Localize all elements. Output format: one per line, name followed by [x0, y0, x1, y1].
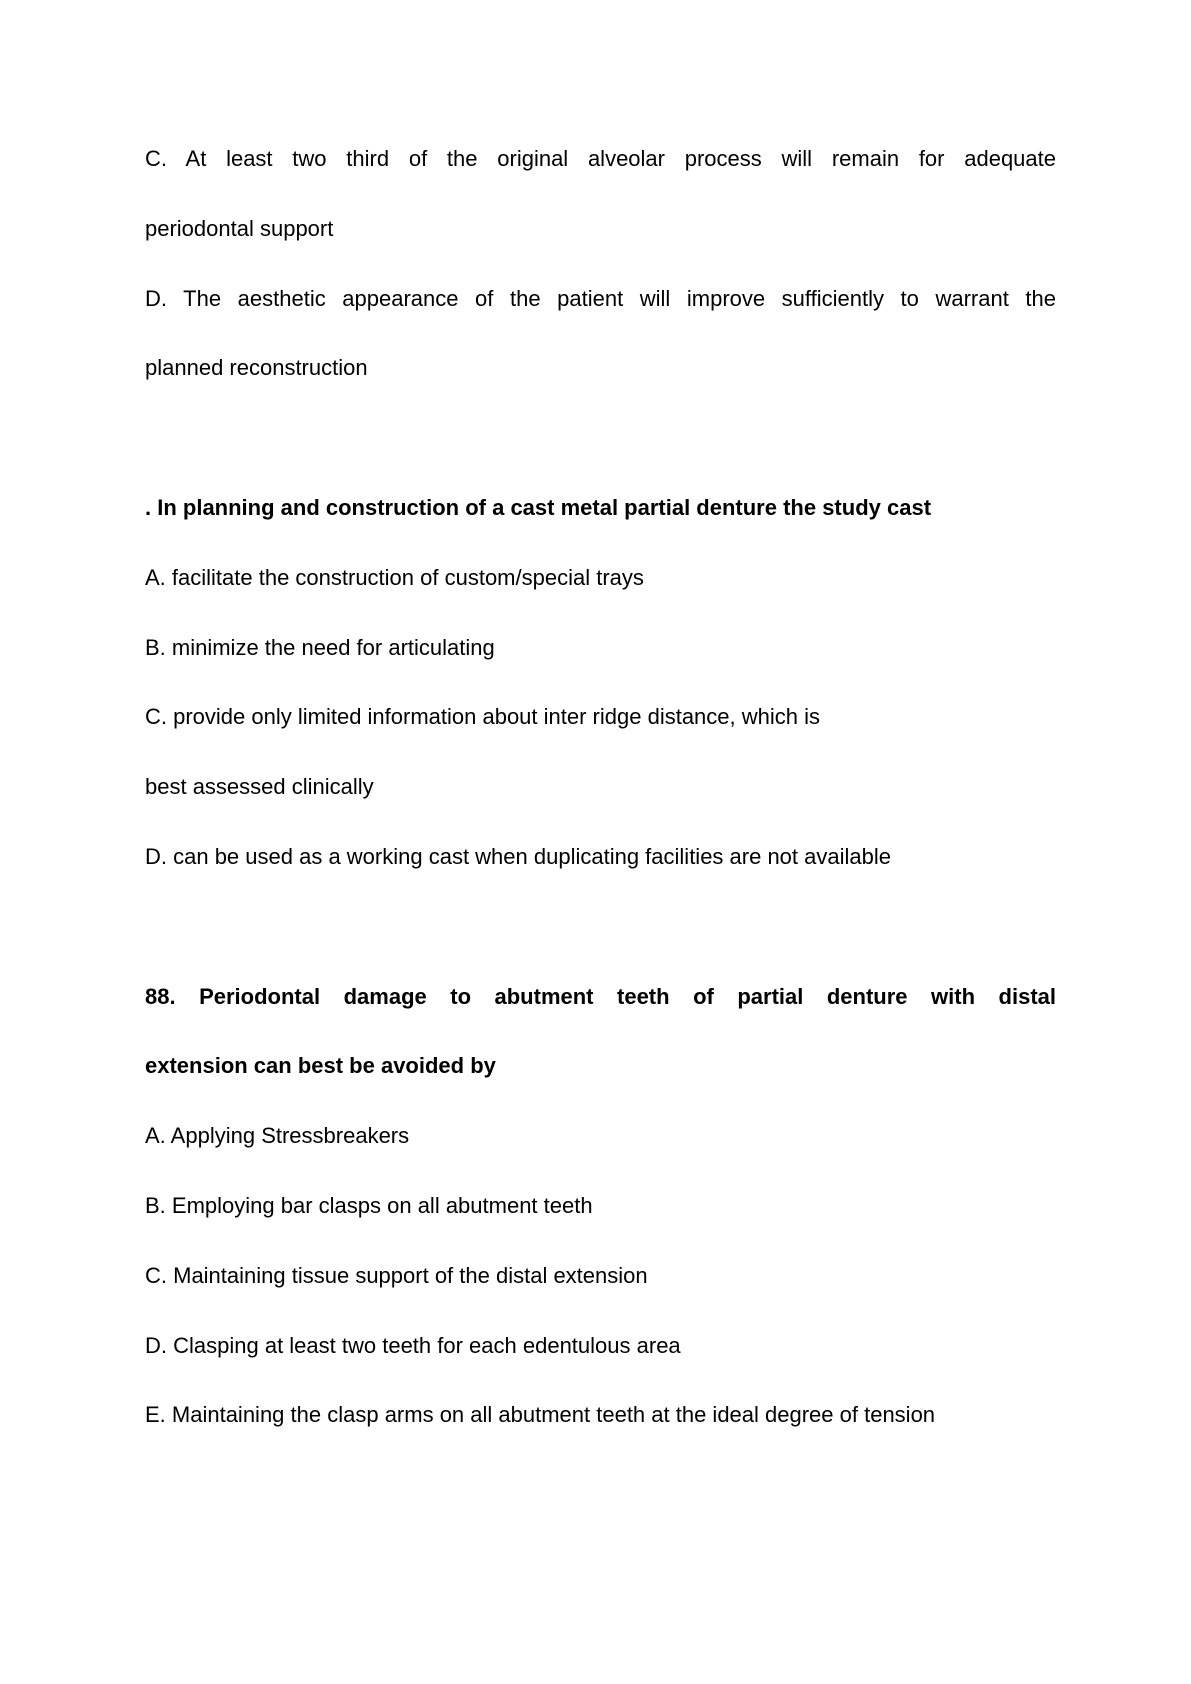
document-page [145, 124, 1056, 1450]
option-b: B. minimize the need for articulating [145, 634, 495, 660]
question-88-stem-line1: 88. Periodontal damage to abutment teeth of partial denture with distal [145, 983, 1056, 1009]
option-d-line2: planned reconstruction [145, 355, 368, 381]
option-a: A. Applying Stressbreakers [145, 1123, 410, 1149]
option-b: B. Employing bar clasps on all abutment teeth [145, 1192, 593, 1218]
option-a: A. facilitate the construction of custom/special trays [145, 564, 644, 590]
spacer [145, 403, 1056, 473]
option-c-line2: periodontal support [145, 215, 334, 241]
question-stem: . In planning and construction of a cast metal partial denture the study cast [145, 494, 932, 520]
option-c-line1: C. At least two third of the original alveolar process will remain for adequate [145, 146, 1056, 171]
option-d: D. Clasping at least two teeth for each edentulous area [145, 1332, 681, 1358]
option-c: C. Maintaining tissue support of the distal extension [145, 1262, 648, 1288]
question-88-stem-line2: extension can best be avoided by [145, 1053, 496, 1079]
option-e: E. Maintaining the clasp arms on all abutment teeth at the ideal degree of tension [145, 1402, 936, 1428]
spacer [145, 892, 1056, 962]
option-d-line1: D. The aesthetic appearance of the patient will improve sufficiently to warrant the [145, 285, 1056, 311]
option-c-continued: best assessed clinically [145, 774, 374, 800]
option-c: C. provide only limited information about inter ridge distance, which is [145, 704, 820, 730]
option-d: D. can be used as a working cast when duplicating facilities are not available [145, 843, 891, 869]
